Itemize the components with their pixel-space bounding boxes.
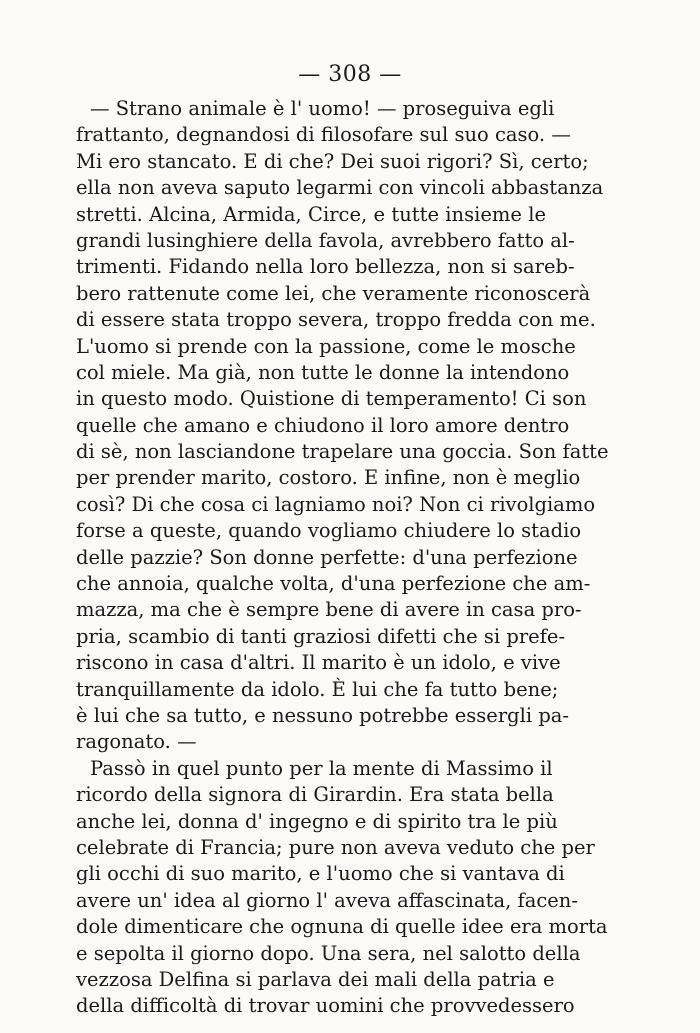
text-line: ricordo della signora di Girardin. Era stata bella [76, 783, 554, 807]
text-line: anche lei, donna d' ingegno e di spirito tra le più [76, 809, 558, 833]
text-line: L'uomo si prende con la passione, come le mosche [76, 334, 576, 358]
text-line: grandi lusinghiere della favola, avrebbero fatto al- [76, 228, 575, 252]
text-line: di sè, non lasciandone trapelare una goccia. Son fatte [76, 440, 609, 464]
text-line: celebrate di Francia; pure non aveva veduto che per [76, 835, 595, 859]
text-line: tranquillamente da idolo. È lui che fa tutto bene; [76, 677, 559, 701]
body-text [76, 96, 609, 1020]
text-line: delle pazzie? Son donne perfette: d'una perfezione [76, 545, 578, 569]
text-line: quelle che amano e chiudono il loro amore dentro [76, 413, 570, 437]
text-line: frattanto, degnandosi di filosofare sul suo caso. — [76, 123, 571, 147]
text-line: col miele. Ma già, non tutte le donne la intendono [76, 360, 570, 384]
text-line: che annoia, qualche volta, d'una perfezione che am- [76, 572, 591, 596]
page-number: — 308 — [298, 62, 402, 87]
text-line: riscono in casa d'altri. Il marito è un idolo, e vive [76, 651, 561, 675]
text-line: avere un' idea al giorno l' aveva affascinata, facen- [76, 888, 578, 912]
text-line: bero rattenute come lei, che veramente riconoscerà [76, 281, 591, 305]
text-line: dole dimenticare che ognuna di quelle idee era morta [76, 915, 608, 939]
text-line: pria, scambio di tanti graziosi difetti che si prefe- [76, 624, 566, 648]
text-line: gli occhi di suo marito, e l'uomo che si vantava di [76, 862, 565, 886]
paragraph-end-line: ragonato. — [76, 730, 197, 754]
text-line: — Strano animale è l' uomo! — proseguiva egli [90, 97, 555, 120]
text-line: è lui che sa tutto, e nessuno potrebbe essergli pa- [76, 703, 570, 727]
text-line: e sepolta il giorno dopo. Una sera, nel salotto della [76, 941, 581, 965]
text-line: vezzosa Delfina si parlava dei mali della patria e [76, 967, 555, 991]
text-line: in questo modo. Quistione di temperamento! Ci son [76, 387, 587, 411]
text-line: di essere stata troppo severa, troppo fredda con me. [76, 308, 596, 332]
text-line: della difficoltà di trovar uomini che provvedessero [76, 994, 575, 1018]
text-line: ella non aveva saputo legarmi con vincoli abbastanza [76, 176, 604, 200]
text-line: stretti. Alcina, Armida, Circe, e tutte insieme le [76, 202, 546, 226]
paragraph-start-line: Passò in quel punto per la mente di Massimo il [90, 756, 553, 780]
text-line: Mi ero stancato. E di che? Dei suoi rigori? Sì, certo; [76, 149, 589, 173]
text-line: trimenti. Fidando nella loro bellezza, non si sareb- [76, 255, 575, 279]
text-line: per prender marito, costoro. E infine, non è meglio [76, 466, 581, 490]
text-line: così? Di che cosa ci lagniamo noi? Non ci rivolgiamo [76, 492, 596, 516]
text-line: forse a queste, quando vogliamo chiudere lo stadio [76, 519, 582, 543]
text-line: mazza, ma che è sempre bene di avere in casa pro- [76, 598, 582, 622]
